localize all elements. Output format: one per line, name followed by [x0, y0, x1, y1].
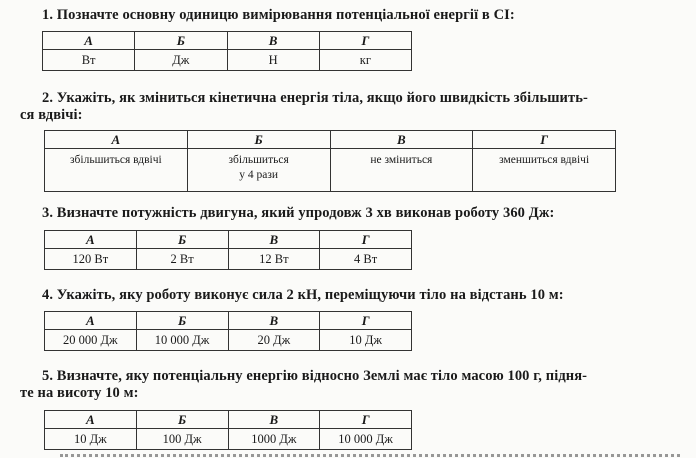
q3-header-a: А: [45, 231, 137, 249]
q1-header-a: А: [43, 32, 135, 50]
q2-option-b-line-1: збільшиться: [228, 154, 289, 166]
q2-option-d[interactable]: зменшиться вдвічі: [473, 149, 616, 192]
q2-header-a: А: [45, 131, 188, 149]
q3-header-d: Г: [320, 231, 412, 249]
q3-header-b: Б: [136, 231, 228, 249]
q1-header-b: Б: [135, 32, 227, 50]
q1-header-c: В: [227, 32, 319, 50]
q1-option-c[interactable]: Н: [227, 50, 319, 71]
q2-option-c[interactable]: не зміниться: [330, 149, 473, 192]
q1-option-a[interactable]: Вт: [43, 50, 135, 71]
q2-option-b[interactable]: [187, 149, 330, 192]
q3-header-c: В: [228, 231, 320, 249]
q4-header-b: Б: [136, 312, 228, 330]
question-1-options-table: [42, 31, 412, 71]
q5-header-a: А: [45, 411, 137, 429]
q4-header-a: А: [45, 312, 137, 330]
q4-header-d: Г: [320, 312, 412, 330]
q4-option-b[interactable]: 10 000 Дж: [136, 330, 228, 351]
question-5-text-line-1: 5. Визначте, яку потенціальну енергію відносно Землі має тіло масою 100 г, підня-: [42, 368, 588, 384]
cropped-next-line: [0, 452, 696, 458]
q3-option-a[interactable]: 120 Вт: [45, 249, 137, 270]
q2-option-b-line-2: у 4 рази: [239, 169, 279, 181]
question-5-options-table: [44, 410, 412, 450]
q2-header-c: В: [330, 131, 473, 149]
question-5-text-line-2: те на висоту 10 м:: [20, 385, 139, 401]
q1-option-b[interactable]: Дж: [135, 50, 227, 71]
q5-header-b: Б: [136, 411, 228, 429]
q5-option-d[interactable]: 10 000 Дж: [320, 429, 412, 450]
q4-option-c[interactable]: 20 Дж: [228, 330, 320, 351]
q5-header-c: В: [228, 411, 320, 429]
q4-option-a[interactable]: 20 000 Дж: [45, 330, 137, 351]
question-4-options-table: [44, 311, 412, 351]
question-3-text: 3. Визначте потужність двигуна, який упродовж 3 хв виконав роботу 360 Дж:: [42, 205, 555, 221]
question-1-text: 1. Позначте основну одиницю вимірювання потенціальної енергії в СІ:: [42, 7, 515, 23]
question-3-options-table: [44, 230, 412, 270]
question-4-text: 4. Укажіть, яку роботу виконує сила 2 кН, переміщуючи тіло на відстань 10 м:: [42, 287, 564, 303]
q1-option-d[interactable]: кг: [319, 50, 411, 71]
q5-option-a[interactable]: 10 Дж: [45, 429, 137, 450]
q2-header-d: Г: [473, 131, 616, 149]
q3-option-d[interactable]: 4 Вт: [320, 249, 412, 270]
q4-option-d[interactable]: 10 Дж: [320, 330, 412, 351]
question-2-options-table: [44, 130, 616, 192]
q2-option-a[interactable]: збільшиться вдвічі: [45, 149, 188, 192]
question-2-text-line-1: 2. Укажіть, як зміниться кінетична енергія тіла, якщо його швидкість збільшить-: [42, 90, 588, 106]
cropped-text-fragment: [60, 454, 680, 458]
q5-header-d: Г: [320, 411, 412, 429]
q3-option-b[interactable]: 2 Вт: [136, 249, 228, 270]
q3-option-c[interactable]: 12 Вт: [228, 249, 320, 270]
question-2-text-line-2: ся вдвічі:: [20, 107, 83, 123]
q5-option-c[interactable]: 1000 Дж: [228, 429, 320, 450]
q5-option-b[interactable]: 100 Дж: [136, 429, 228, 450]
q1-header-d: Г: [319, 32, 411, 50]
q4-header-c: В: [228, 312, 320, 330]
q2-header-b: Б: [187, 131, 330, 149]
